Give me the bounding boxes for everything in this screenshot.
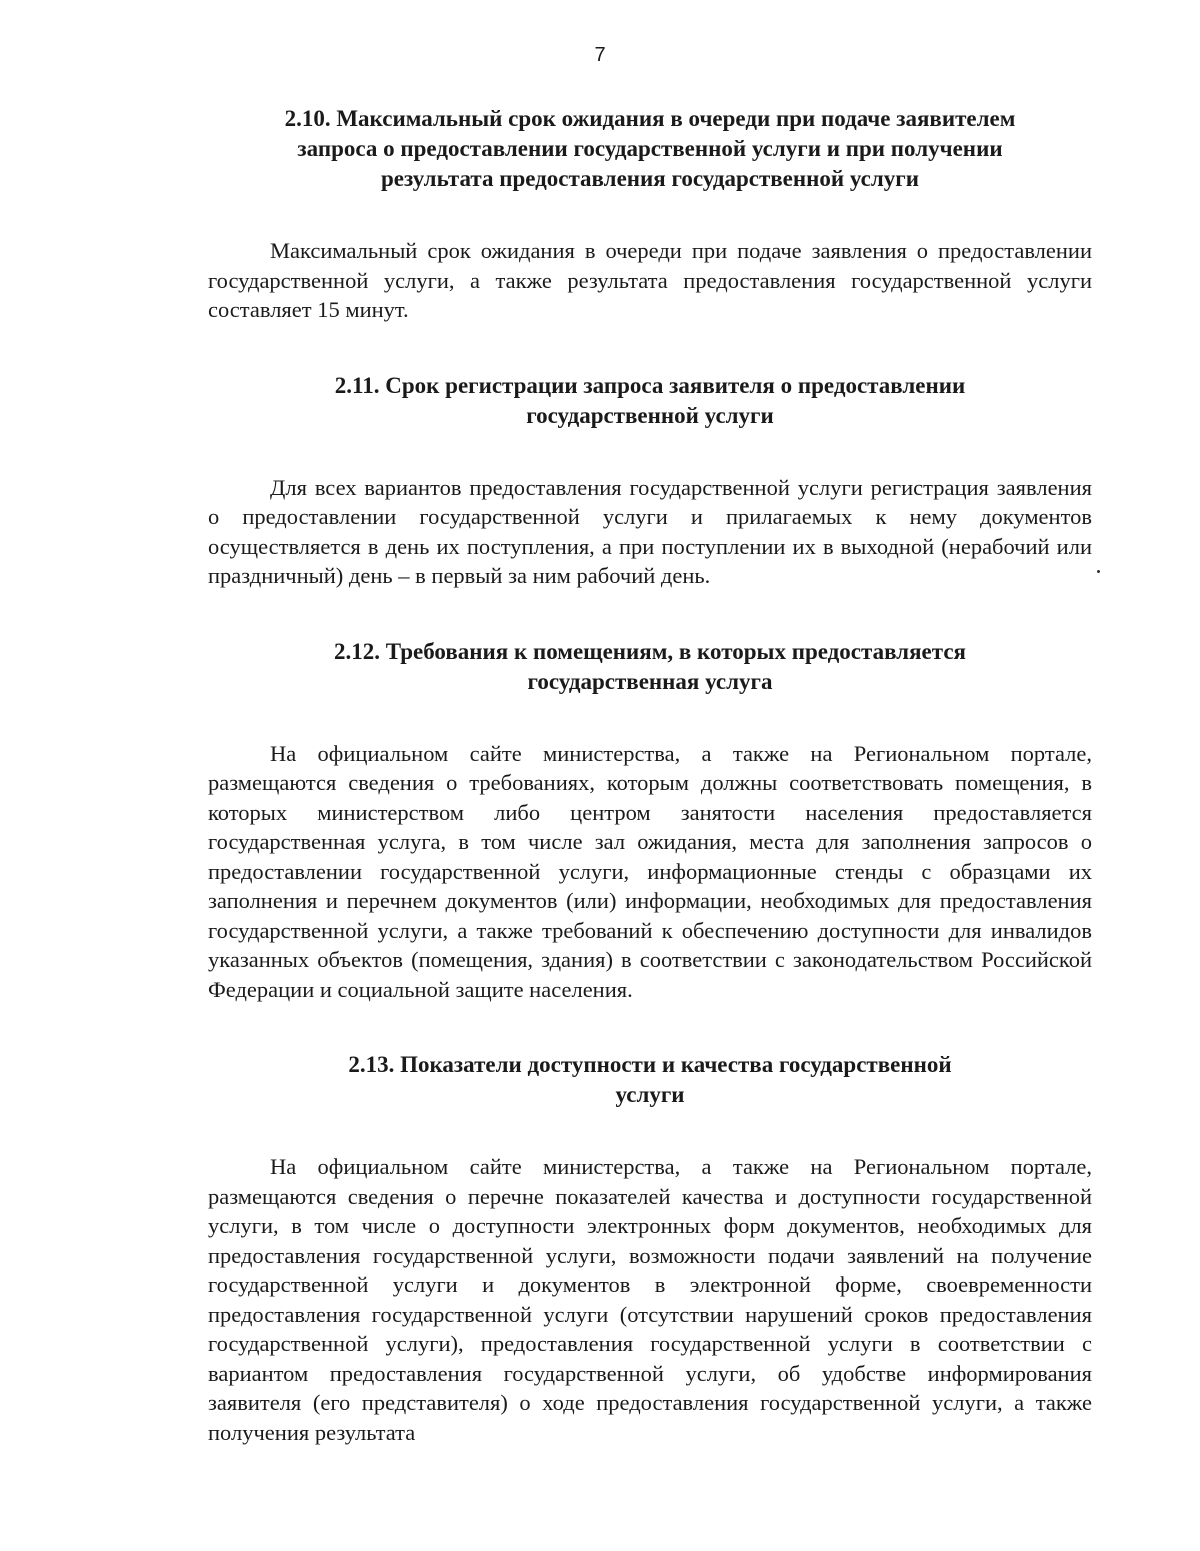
section-2-10-title: 2.10. Максимальный срок ожидания в очереди при подаче заявителем запроса о предоставлении государственной услуги и при получении результата предоставления государственной услуги: [284, 106, 1016, 191]
section-2-12-body: На официальном сайте министерства, а также на Региональном портале, размещаются сведения о требованиях, которым должны соответствовать помещения, в которых министерством либо центром занятости населения предоставляется государственная услуга, в том числе зал ожидания, места для заполнения запросов о предоставлении государственной услуги, информационные стенды с образцами их заполнения и перечнем документов (или) информации, необходимых для предоставления государственной услуги, а также требований к обеспечению доступности для инвалидов указанных объектов (помещения, здания) в соответствии с законодательством Российской Федерации и социальной защите населения.: [208, 740, 1092, 1002]
scan-artifact-dot: [1097, 570, 1100, 573]
section-2-10-body: Максимальный срок ожидания в очереди при подаче заявления о предоставлении государственной услуги, а также результата предоставления государственной услуги составляет 15 минут.: [208, 238, 1092, 322]
section-2-13-body: На официальном сайте министерства, а также на Региональном портале, размещаются сведения о перечне показателей качества и доступности государственной услуги, в том числе о доступности электронных форм документов, необходимых для предоставления государственной услуги, возможности подачи заявлений на получение государственной услуги и документов в электронной форме, своевременности предоставления государственной услуги (отсутствии нарушений сроков предоставления государственной услуги), предоставления государственной услуги в соответствии с вариантом предоставления государственной услуги, об удобстве информирования заявителя (его представителя) о ходе предоставления государственной услуги, а также получения результата: [208, 1154, 1092, 1445]
section-2-11-title: 2.11. Срок регистрации запроса заявителя о предоставлении государственной услуги: [334, 372, 966, 428]
document-content: [208, 96, 1092, 1447]
section-2-12-title: 2.12. Требования к помещениям, в которых предоставляется государственная услуга: [334, 638, 966, 694]
section-2-11-body: Для всех вариантов предоставления государственной услуги регистрация заявления о предоставлении государственной услуги и прилагаемых к нему документов осуществляется в день их поступления, а при поступлении их в выходной (нерабочий или праздничный) день – в первый за ним рабочий день.: [208, 474, 1092, 588]
page-number: 7: [594, 44, 606, 66]
section-2-13-title: 2.13. Показатели доступности и качества государственной услуги: [348, 1052, 952, 1107]
